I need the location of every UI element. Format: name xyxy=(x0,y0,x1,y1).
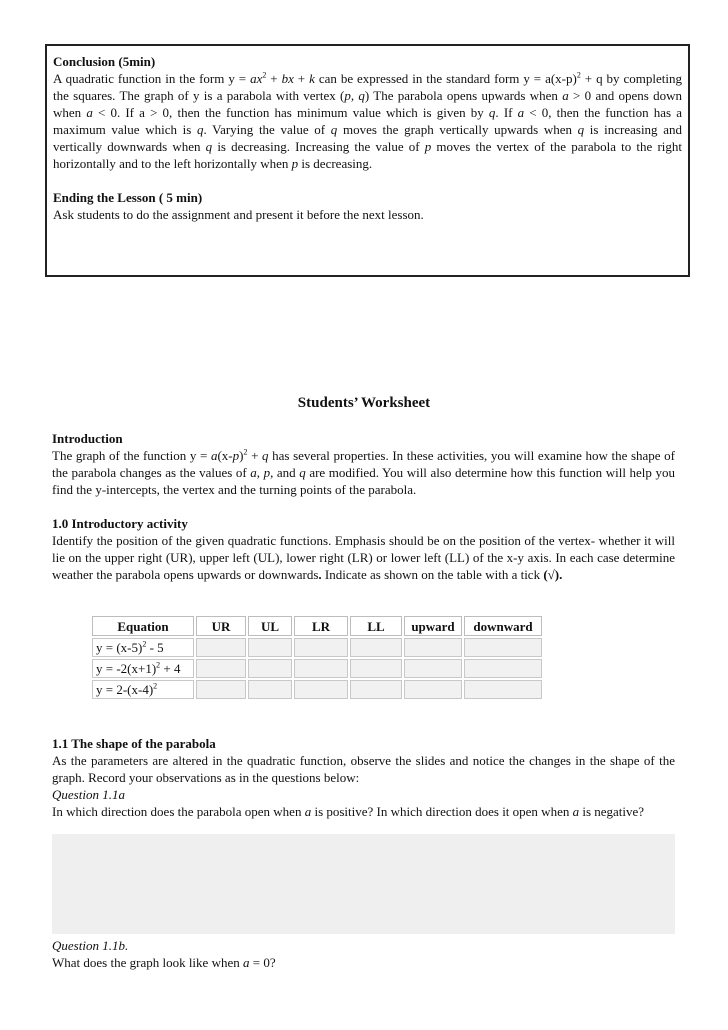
tick-cell[interactable] xyxy=(248,680,292,699)
shape-body: As the parameters are altered in the quadratic function, observe the slides and notice the changes in the shape of the graph. Record your observations as in the questions below: xyxy=(52,753,675,785)
conclusion-body: A quadratic function in the form $y = ax^2$ + bx + k can be expressed in the standard form $y = a(x-p)^2 + q$ by completing the squares. The graph of y is a parabola with vertex (p, q) The parabola opens upwards when a > 0 and opens down when a < 0. If a > 0, then the function has minimum value which is given by q. If a < 0, then the function has a maximum value which is q. Varying the value of q moves the graph vertically upwards when q is increasing and vertically downwards when q is decreasing. Increasing the value of p moves the vertex of the parabola to the right horizontally and to the left horizontally when p is decreasing. xyxy=(53,70,683,171)
header-downward: downward xyxy=(464,616,542,636)
tick-cell[interactable] xyxy=(404,638,462,657)
worksheet-title: Students’ Worksheet xyxy=(297,395,431,411)
tick-cell[interactable] xyxy=(350,638,402,657)
question-1a-text: In which direction does the parabola open when a is positive? In which direction does it open when a is negative? xyxy=(52,804,645,819)
question-1b-section xyxy=(52,937,675,971)
answer-box-1a[interactable] xyxy=(52,834,675,934)
ending-heading: Ending the Lesson ( 5 min) xyxy=(53,190,203,205)
equation-cell: $y = -2(x+1)^2 + 4$ xyxy=(92,659,194,678)
tick-cell[interactable] xyxy=(294,659,348,678)
equation-cell: $y = 2-(x-4)^2$ xyxy=(92,680,194,699)
tick-cell[interactable] xyxy=(248,659,292,678)
question-1a-label-text: Question 1.1a xyxy=(52,787,125,802)
conclusion-heading: Conclusion (5min) xyxy=(53,54,156,69)
tick-cell[interactable] xyxy=(196,680,246,699)
table-row xyxy=(92,680,542,699)
activity-heading: 1.0 Introductory activity xyxy=(52,516,188,531)
header-equation: Equation xyxy=(92,616,194,636)
tick-cell[interactable] xyxy=(294,680,348,699)
tick-cell[interactable] xyxy=(196,638,246,657)
activity-section xyxy=(52,515,675,583)
tick-cell[interactable] xyxy=(196,659,246,678)
question-1b-text: What does the graph look like when a = 0? xyxy=(52,955,276,970)
tick-cell[interactable] xyxy=(404,659,462,678)
tick-cell[interactable] xyxy=(294,638,348,657)
tick-cell[interactable] xyxy=(464,659,542,678)
tick-cell[interactable] xyxy=(350,659,402,678)
header-lr: LR xyxy=(294,616,348,636)
introduction-heading: Introduction xyxy=(52,431,123,446)
question-1b-label-text: Question 1.1b. xyxy=(52,938,129,953)
equation-cell: $y = (x-5)^2 - 5$ xyxy=(92,638,194,657)
tick-cell[interactable] xyxy=(350,680,402,699)
tick-cell[interactable] xyxy=(464,638,542,657)
tick-cell[interactable] xyxy=(248,638,292,657)
conclusion-box xyxy=(45,44,690,277)
shape-heading: 1.1 The shape of the parabola xyxy=(52,736,216,751)
ending-body: Ask students to do the assignment and present it before the next lesson. xyxy=(53,207,424,222)
introduction-section xyxy=(52,430,675,498)
header-ul: UL xyxy=(248,616,292,636)
question-1b-label xyxy=(52,937,675,954)
header-upward: upward xyxy=(404,616,462,636)
introduction-body: The graph of the function $y = a(x-p)^2 + q$ has several properties. In these activities, you will examine how the shape of the parabola changes as the values of a, p, and q are modified. You will also determine how this function will help you find the y-intercepts, the vertex and the turning points of the parabola. xyxy=(52,447,675,497)
shape-section xyxy=(52,735,675,820)
tick-cell[interactable] xyxy=(404,680,462,699)
tick-table xyxy=(90,614,544,701)
table-row xyxy=(92,659,542,678)
table-row xyxy=(92,638,542,657)
tick-cell[interactable] xyxy=(464,680,542,699)
question-1a-label xyxy=(52,786,675,803)
activity-body: Identify the position of the given quadratic functions. Emphasis should be on the position of the vertex- whether it will lie on the upper right (UR), upper left (UL), lower right (LR) or lower left (LL) of the x-y axis. In each case determine weather the parabola opens upwards or downwards. Indicate as shown on the table with a tick (√). xyxy=(52,533,675,582)
header-ll: LL xyxy=(350,616,402,636)
header-ur: UR xyxy=(196,616,246,636)
